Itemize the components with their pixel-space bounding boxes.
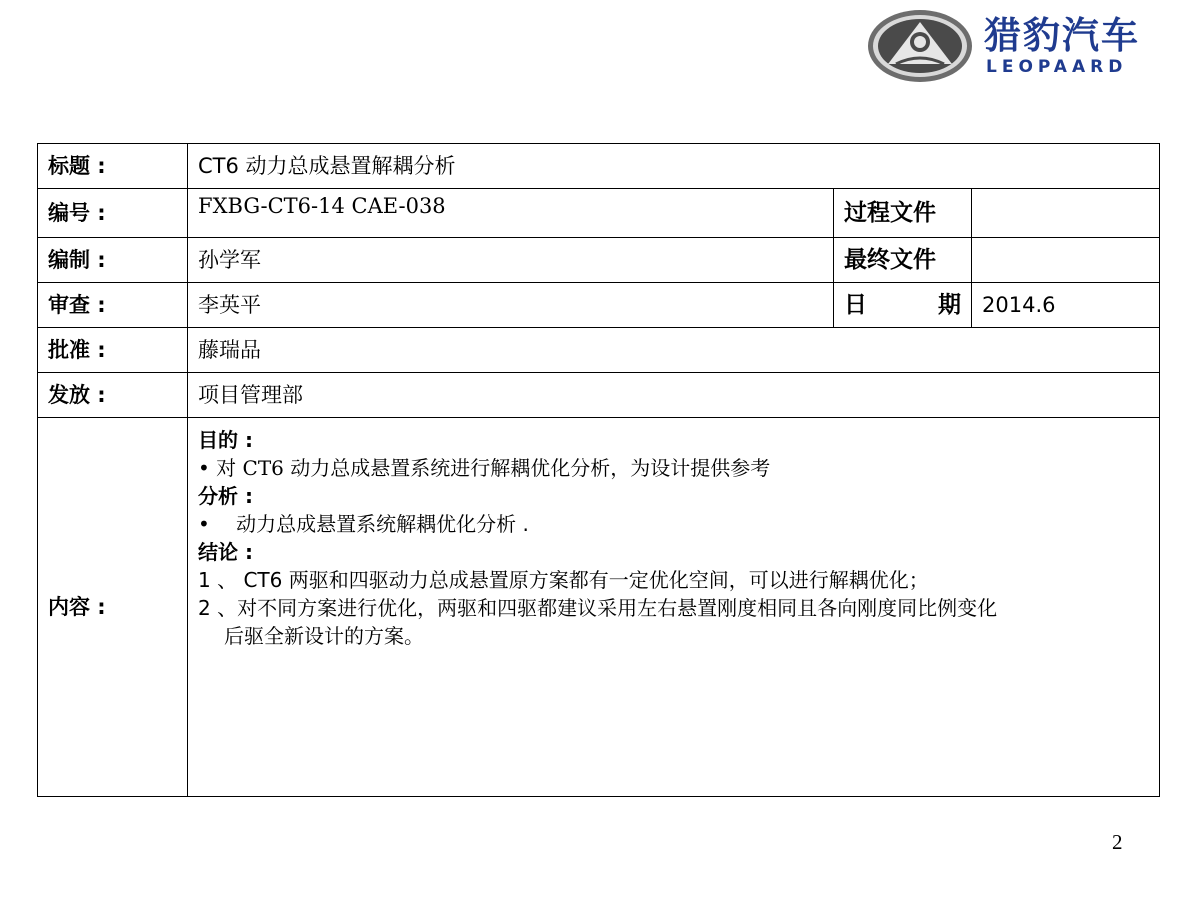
content-label: 内容 : bbox=[38, 418, 188, 797]
purpose-text: 动力总成悬置系统进行解耦优化分析，为设计提供参考 bbox=[283, 456, 771, 480]
analysis-bullet: • bbox=[198, 512, 210, 536]
approver-row bbox=[38, 328, 1160, 373]
final-file-label: 最终文件 bbox=[834, 238, 972, 283]
leopaard-logo bbox=[866, 8, 1188, 84]
code-value: FXBG-CT6-14 CAE-038 bbox=[188, 189, 834, 238]
author-value: 孙学军 bbox=[188, 238, 834, 283]
release-value: 项目管理部 bbox=[188, 373, 1160, 418]
process-file-label: 过程文件 bbox=[834, 189, 972, 238]
title-label: 标题 : bbox=[38, 144, 188, 189]
code-label: 编号 : bbox=[38, 189, 188, 238]
content-row bbox=[38, 418, 1160, 797]
purpose-heading: 目的 : bbox=[198, 428, 253, 452]
conclusion-heading: 结论 : bbox=[198, 540, 253, 564]
code-row bbox=[38, 189, 1160, 238]
analysis-text: 动力总成悬置系统解耦优化分析 . bbox=[236, 512, 529, 536]
purpose-bullet: • bbox=[198, 456, 210, 480]
analysis-heading: 分析 : bbox=[198, 484, 253, 508]
title-row bbox=[38, 144, 1160, 189]
approver-value: 藤瑞品 bbox=[188, 328, 1160, 373]
process-file-value bbox=[972, 189, 1160, 238]
approver-label: 批准 : bbox=[38, 328, 188, 373]
date-label-char-1: 日 bbox=[844, 292, 867, 318]
reviewer-row bbox=[38, 283, 1160, 328]
final-file-value bbox=[972, 238, 1160, 283]
logo-english-text: LEOPAARD bbox=[986, 57, 1128, 77]
conclusion-item-2-continued: 后驱全新设计的方案。 bbox=[224, 624, 424, 648]
author-label: 编制 : bbox=[38, 238, 188, 283]
leopard-emblem-icon bbox=[866, 8, 978, 84]
conclusion-item-1: 1 、 CT6 两驱和四驱动力总成悬置原方案都有一定优化空间，可以进行解耦优化； bbox=[198, 568, 929, 592]
purpose-prefix: 对 CT6 bbox=[216, 456, 284, 480]
reviewer-label: 审查 : bbox=[38, 283, 188, 328]
content-body bbox=[188, 418, 1160, 797]
purpose-item bbox=[198, 454, 1149, 482]
analysis-item bbox=[198, 510, 1149, 538]
date-label bbox=[834, 283, 972, 328]
date-value: 2014.6 bbox=[972, 283, 1160, 328]
title-value: CT6 动力总成悬置解耦分析 bbox=[188, 144, 1160, 189]
release-label: 发放 : bbox=[38, 373, 188, 418]
author-row bbox=[38, 238, 1160, 283]
logo-chinese-text: 猎豹汽车 bbox=[984, 14, 1140, 57]
release-row bbox=[38, 373, 1160, 418]
document-info-table bbox=[37, 143, 1160, 797]
page-number: 2 bbox=[1112, 830, 1123, 854]
conclusion-item-2: 2 、对不同方案进行优化，两驱和四驱都建议采用左右悬置刚度相同且各向刚度同比例变化 bbox=[198, 596, 998, 620]
reviewer-value: 李英平 bbox=[188, 283, 834, 328]
date-label-char-2: 期 bbox=[938, 292, 961, 318]
